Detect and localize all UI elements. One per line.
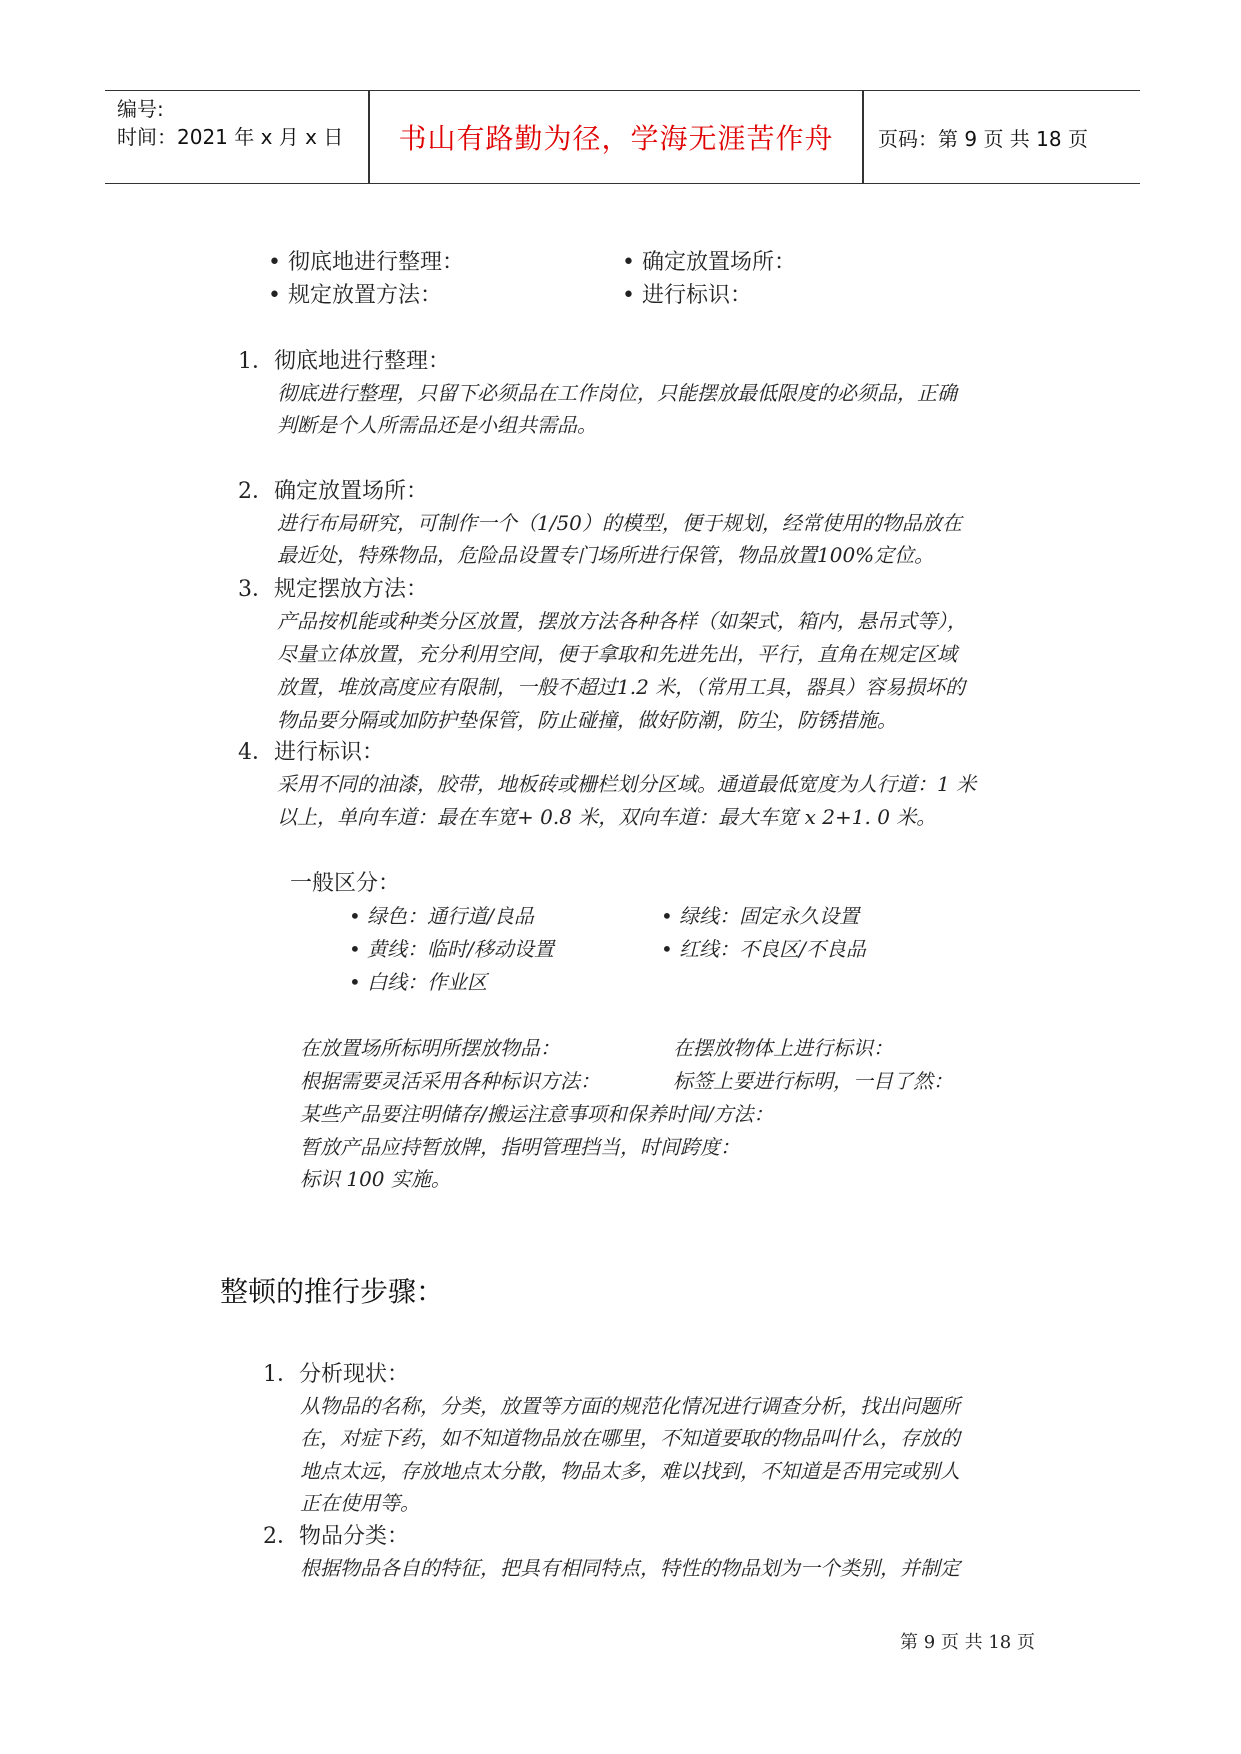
- step-heading: 1．分析现状：: [263, 1362, 409, 1387]
- section-text-line: 物品要分隔或加防护垫保管，防止碰撞，做好防潮，防尘，防锈措施。: [277, 708, 897, 732]
- division-item: • 白线：作业区: [349, 970, 488, 994]
- summary-bullet: • 确定放置场所：: [622, 250, 796, 275]
- step-heading: 2．物品分类：: [263, 1524, 409, 1549]
- page-header: [105, 90, 1140, 184]
- section-text-line: 采用不同的油漆，胶带，地板砖或栅栏划分区域。通道最低宽度为人行道：1 米: [277, 772, 977, 796]
- step-text-line: 在，对症下药，如不知道物品放在哪里，不知道要取的物品叫什么，存放的: [300, 1426, 960, 1450]
- summary-bullet: • 规定放置方法：: [268, 283, 442, 308]
- section-text-line: 判断是个人所需品还是小组共需品。: [277, 413, 597, 437]
- note-line: 暂放产品应持暂放牌，指明管理挡当，时间跨度：: [300, 1135, 740, 1159]
- summary-bullet: • 进行标识：: [622, 283, 752, 308]
- note-line: 标签上要进行标明，一目了然：: [673, 1069, 953, 1093]
- section-text-line: 以上，单向车道：最在车宽+ 0.8 米，双向车道：最大车宽 x 2+1. 0 米。: [277, 805, 937, 829]
- general-division-title: 一般区分：: [290, 871, 401, 896]
- page-footer: 第 9 页 共 18 页: [900, 1632, 1035, 1653]
- division-item: • 红线：不良区/不良品: [661, 937, 866, 961]
- header-motto: 书山有路勤为径，学海无涯苦作舟: [398, 122, 834, 155]
- section-text-line: 最近处，特殊物品，危险品设置专门场所进行保管，物品放置100%定位。: [277, 543, 935, 567]
- header-divider: [862, 91, 864, 183]
- section-text-line: 彻底进行整理，只留下必须品在工作岗位，只能摆放最低限度的必须品，正确: [277, 381, 957, 405]
- section-heading: 4．进行标识：: [238, 740, 384, 765]
- summary-bullet: • 彻底地进行整理：: [268, 250, 464, 275]
- serial-label: 编号:: [117, 97, 164, 121]
- header-page-number: 页码：第 9 页 共 18 页: [878, 127, 1088, 151]
- section-heading: 3．规定摆放方法：: [238, 577, 428, 602]
- note-line: 某些产品要注明储存/搬运注意事项和保养时间/方法：: [300, 1102, 774, 1126]
- step-text-line: 根据物品各自的特征，把具有相同特点，特性的物品划为一个类别，并制定: [300, 1556, 960, 1580]
- division-item: • 黄线：临时/移动设置: [349, 937, 554, 961]
- section-text-line: 尽量立体放置，充分利用空间，便于拿取和先进先出，平行，直角在规定区域: [277, 642, 957, 666]
- section-heading: 2．确定放置场所：: [238, 479, 428, 504]
- section-text-line: 放置，堆放高度应有限制，一般不超过1.2 米，（常用工具，器具）容易损坏的: [277, 675, 966, 699]
- section-text-line: 产品按机能或种类分区放置，摆放方法各种各样（如架式，箱内，悬吊式等），: [277, 609, 967, 633]
- step-text-line: 从物品的名称，分类，放置等方面的规范化情况进行调查分析，找出问题所: [300, 1394, 960, 1418]
- note-line: 标识 100 实施。: [300, 1167, 451, 1191]
- division-item: • 绿线：固定永久设置: [661, 904, 860, 928]
- step-text-line: 正在使用等。: [300, 1491, 420, 1515]
- time-label: 时间：2021 年 x 月 x 日: [117, 125, 344, 149]
- note-line: 在放置场所标明所摆放物品：: [300, 1036, 560, 1060]
- header-meta: [117, 95, 343, 151]
- step-text-line: 地点太远，存放地点太分散，物品太多，难以找到，不知道是否用完或别人: [300, 1459, 960, 1483]
- steps-title: 整顿的推行步骤：: [220, 1275, 445, 1308]
- note-line: 在摆放物体上进行标识：: [673, 1036, 893, 1060]
- section-text-line: 进行布局研究，可制作一个（1/50）的模型，便于规划，经常使用的物品放在: [277, 511, 962, 535]
- division-item: • 绿色：通行道/良品: [349, 904, 534, 928]
- section-heading: 1．彻底地进行整理：: [238, 349, 450, 374]
- note-line: 根据需要灵活采用各种标识方法：: [300, 1069, 600, 1093]
